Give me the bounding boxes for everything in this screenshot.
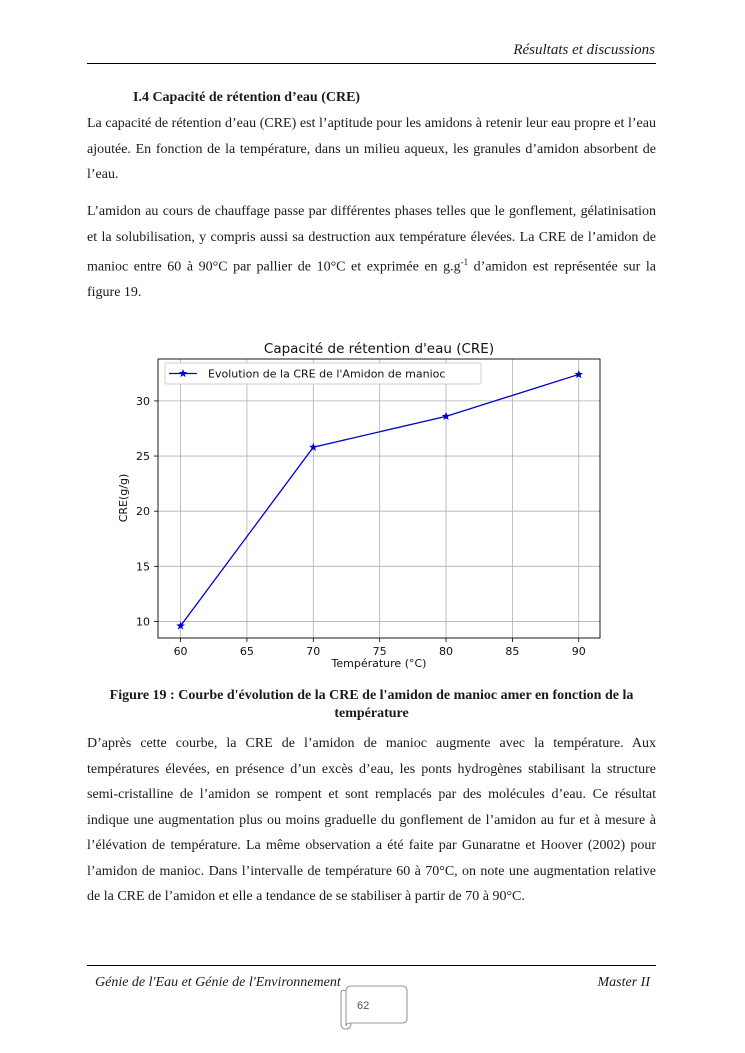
y-tick-label: 30 (136, 394, 150, 408)
figure-caption: Figure 19 : Courbe d'évolution de la CRE de l'amidon de manioc amer en fonction de la température (109, 688, 634, 721)
page-number: 62 (357, 1000, 370, 1012)
x-tick-label: 80 (439, 645, 454, 658)
footer-right: Master II (597, 975, 650, 990)
unit-superscript: -1 (460, 257, 469, 267)
x-tick-label: 65 (239, 645, 254, 658)
section-heading: I.4 Capacité de rétention d’eau (CRE) (133, 90, 361, 105)
y-tick-label: 20 (136, 505, 150, 519)
x-axis-label: Température (°C) (331, 657, 427, 670)
paragraph-discussion: D’après cette courbe, la CRE de l’amidon de manioc augmente avec la température. Aux températures élevées, en présence d’un excès d’eau, les ponts hydrogènes stabilisant la structure semi-cristalline de l’amidon se rompent et sont remplacés par des molécules d’eau. Ce résultat indique une augmentation plus ou moins graduelle du gonflement de l’amidon au fur et à mesure à l’élévation de température. La même observation a été faite par Gunaratne et Hoover (2002) pour l’amidon de manioc. Dans l’intervalle de température 60 à 70°C, on note une augmentation relative de la CRE de l’amidon et elle a tendance de se stabiliser à partir de 70 à 90°C. (87, 736, 656, 904)
x-tick-label: 75 (372, 645, 387, 658)
page-scroll-icon (338, 983, 410, 1033)
footer-left: Génie de l'Eau et Génie de l'Environnement (95, 975, 341, 990)
paragraph-intro: La capacité de rétention d’eau (CRE) est l’aptitude pour les amidons à retenir leur eau propre et l’eau ajoutée. En fonction de la température, dans un milieu aqueux, les granules d’amidon absorbent de l’eau. (87, 116, 656, 182)
y-tick-label: 15 (136, 560, 150, 574)
legend-label: Evolution de la CRE de l'Amidon de manioc (208, 367, 446, 381)
chart-grid (158, 359, 600, 638)
cre-chart (100, 330, 620, 675)
x-tick-label: 70 (306, 645, 321, 658)
footer-rule (87, 965, 656, 966)
chart-ticks (136, 395, 586, 658)
paragraph-phases-text: L’amidon au cours de chauffage passe par différentes phases telles que le gonflement, gélatinisation et la solubilisation, y compris aussi sa destruction aux température élevées. La CRE de l’amidon de manioc entre 60 à 90°C par pallier de 10°C et exprimée en g.g (87, 204, 656, 275)
x-tick-label: 90 (571, 645, 586, 658)
x-tick-label: 85 (505, 645, 520, 658)
x-tick-label: 60 (173, 645, 188, 658)
y-axis-label: CRE(g/g) (117, 473, 130, 523)
y-tick-label: 10 (136, 615, 150, 629)
y-tick-label: 25 (136, 450, 150, 464)
chart-legend (165, 363, 481, 384)
chart-title: Capacité de rétention d'eau (CRE) (263, 341, 495, 357)
header-title: Résultats et discussions (513, 42, 655, 58)
header-rule (87, 63, 656, 64)
paragraph-phases (87, 199, 656, 306)
paragraph-phases-text-end: d’amidon est représentée sur la figure 19. (87, 259, 657, 301)
